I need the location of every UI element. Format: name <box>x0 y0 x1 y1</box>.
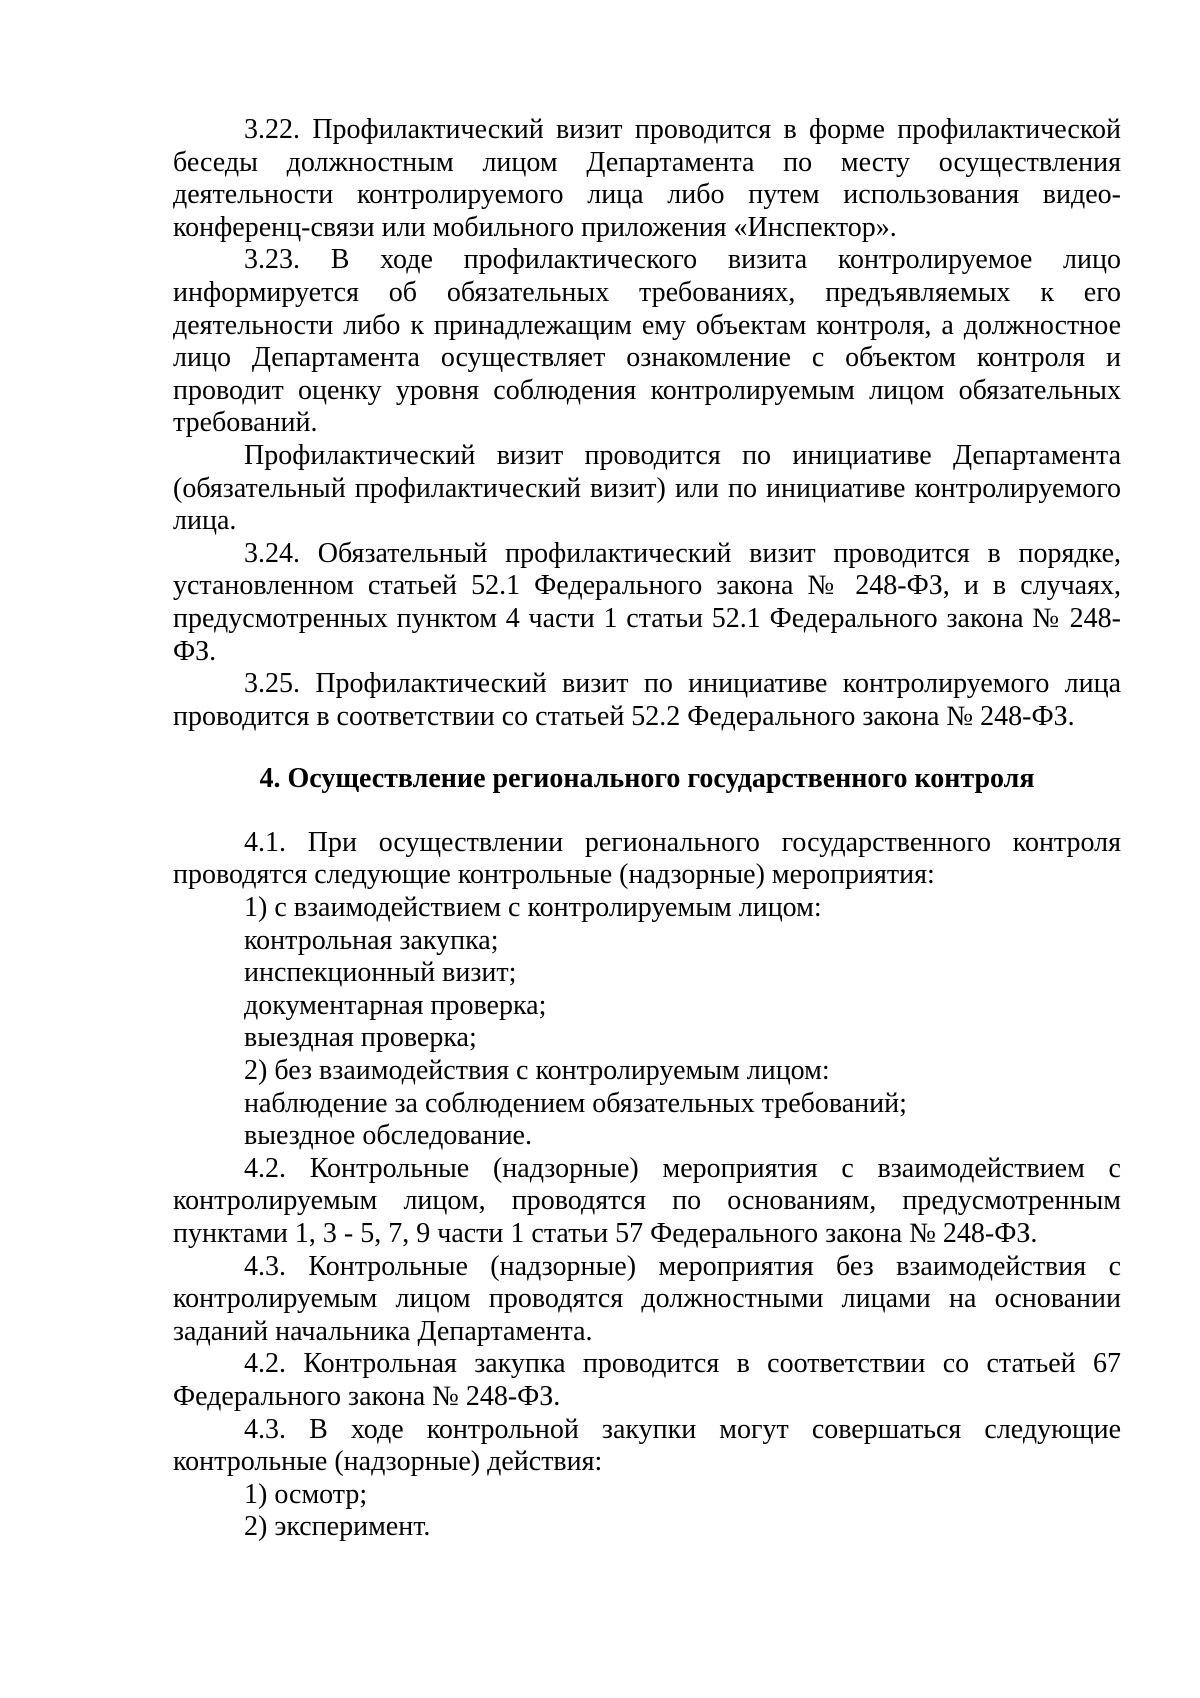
document-body <box>173 114 1121 1544</box>
list-item: контрольная закупка; <box>244 924 499 956</box>
paragraph-4-3-purchase: 4.3. В ходе контрольной закупки могут совершаться следующие контрольные (надзорные) действия: <box>173 1413 1121 1478</box>
paragraph-3-24: 3.24. Обязательный профилактический визит проводится в порядке, установленном статьей 52.1 Федерального закона № 248-ФЗ, и в случаях, предусмотренных пунктом 4 части 1 статьи 52.1 Федерального закона № 248-ФЗ. <box>173 537 1121 667</box>
paragraph-4-1: 4.1. При осуществлении регионального государственного контроля проводятся следующие контрольные (надзорные) мероприятия: <box>173 826 1121 891</box>
list-item: 2) без взаимодействия с контролируемым лицом: <box>244 1055 830 1087</box>
paragraph-3-23: 3.23. В ходе профилактического визита контролируемое лицо информируется об обязательных требованиях, предъявляемых к его деятельности либо к принадлежащим ему объектам контроля, а должностное лицо Департамента осуществляет ознакомление с объектом контроля и проводит оценку уровня соблюдения контролируемым лицом обязательных требований. <box>173 244 1121 439</box>
paragraph-4-2-purchase: 4.2. Контрольная закупка проводится в соответствии со статьей 67 Федерального закона № 248-ФЗ. <box>173 1348 1121 1412</box>
paragraph-4-3: 4.3. Контрольные (надзорные) мероприятия без взаимодействия с контролируемым лицом проводятся должностными лицами на основании заданий начальника Департамента. <box>173 1250 1121 1347</box>
list-item: инспекционный визит; <box>244 957 517 989</box>
paragraph-3-22: 3.22. Профилактический визит проводится в форме профилактической беседы должностным лицом Департамента по месту осуществления деятельности контролируемого лица либо путем использования видео-конференц-связи или мобильного приложения «Инспектор». <box>173 114 1121 243</box>
list-item: 1) с взаимодействием с контролируемым лицом: <box>244 892 822 924</box>
list-item: 1) осмотр; <box>244 1478 368 1510</box>
section-heading: 4. Осуществление регионального государственного контроля <box>259 763 1035 795</box>
list-item: документарная проверка; <box>244 989 547 1021</box>
paragraph-4-2: 4.2. Контрольные (надзорные) мероприятия с взаимодействием с контролируемым лицом, проводятся по основаниям, предусмотренным пунктами 1, 3 - 5, 7, 9 части 1 статьи 57 Федерального закона № 248-ФЗ. <box>173 1152 1121 1249</box>
list-item: выездное обследование. <box>244 1120 532 1152</box>
list-item: 2) эксперимент. <box>244 1511 431 1543</box>
list-item: выездная проверка; <box>244 1022 477 1054</box>
paragraph-visit-initiative: Профилактический визит проводится по инициативе Департамента (обязательный профилактический визит) или по инициативе контролируемого лица. <box>173 439 1121 537</box>
list-item: наблюдение за соблюдением обязательных требований; <box>244 1087 907 1119</box>
paragraph-3-25: 3.25. Профилактический визит по инициативе контролируемого лица проводится в соответствии со статьей 52.2 Федерального закона № 248-ФЗ. <box>173 668 1121 732</box>
